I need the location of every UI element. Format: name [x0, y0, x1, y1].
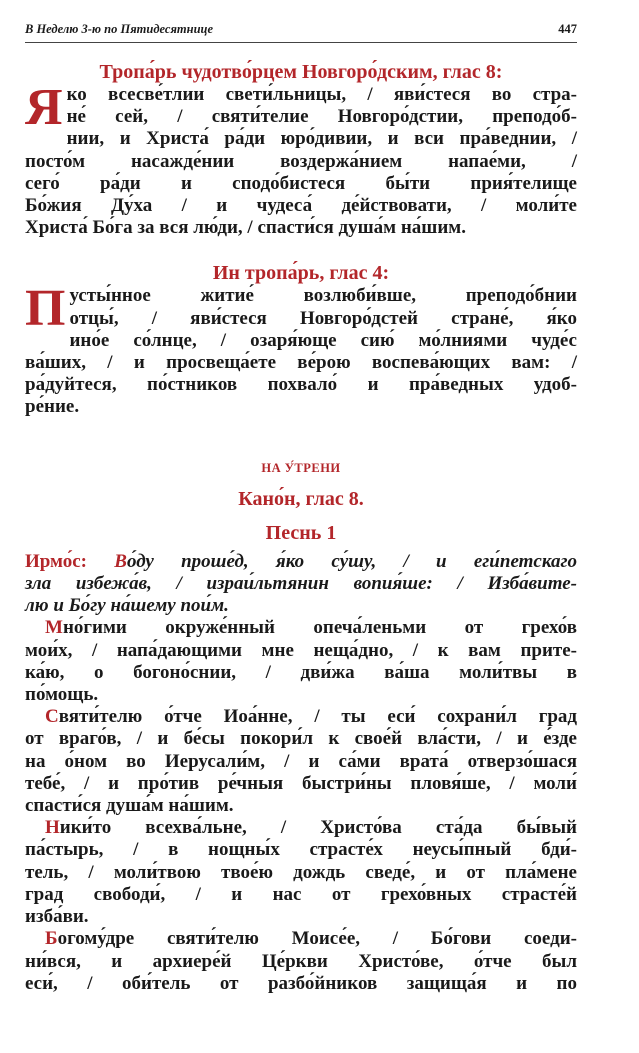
text-line: ва́ших, / и просвеща́ете ве́рою воспева́ющих вам: /	[25, 352, 577, 374]
page-number: 447	[558, 22, 577, 36]
text-line: посто́м насажде́нии воздержа́нием напае́ми, /	[25, 150, 577, 172]
page-content	[25, 60, 577, 995]
text-line: ра́дуйтеся, по́стников похвало́ и пра́ведных удоб-	[25, 374, 577, 396]
text-line: о́ду проше́д, я́ко су́шу, / и еги́петскаго	[126, 550, 578, 572]
text-line: ко всесве́тлии свети́льницы, / яви́стеся во стра-	[66, 84, 577, 105]
text-line: усты́нное житие́ возлюби́вше, преподо́бнии	[69, 285, 577, 307]
text-line: вяти́телю о́тче Иоа́нне, / ты еси́ сохрани́л град	[58, 706, 577, 728]
text-line: ка́ю, о богоно́снии, / дви́жа ва́ша моли́твы в	[25, 661, 577, 683]
text-line: на о́ном во Иерусали́м, / и са́ми врата́ отверзо́шася	[25, 750, 577, 772]
text-line: огому́дре святи́телю Моисе́е, / Бо́гови соеди-	[57, 928, 577, 950]
troparion-1-text	[25, 79, 577, 239]
troparion-2-dropcap: П	[25, 280, 66, 338]
text-line: зла избежа́в, / израи́льтянин вопия́ше: / Изба́вите-	[25, 573, 577, 595]
text-line: ино́е со́лнце, / озаря́юще сию́ мо́лниями чуде́с	[69, 329, 577, 351]
text-line: мои́х, / напа́дающими мне неща́дно, / к вам прите-	[25, 639, 577, 661]
header-rule	[25, 42, 577, 43]
text-line: ни́вся, и архиере́й Це́ркви Христо́ве, о́тче был	[25, 950, 577, 972]
troparion-1-dropcap: Я	[25, 79, 63, 136]
text-line: ики́то всехва́льне, / Христо́ва ста́да бы́вый	[59, 817, 577, 839]
stanza-initial: М	[45, 617, 63, 639]
stanza-initial: Б	[45, 928, 58, 950]
text-line: по́мощь.	[25, 684, 99, 706]
text-line: тебе́, / и про́тив ре́чныя быстри́ны пловя́ше, / моли́	[25, 772, 577, 794]
text-line: но́гими окруже́нный опеча́леньми от грехо́в	[62, 617, 577, 639]
text-line: от враго́в, / и бе́сы покори́л к свое́й вла́сти, / и е́зде	[25, 728, 577, 750]
text-line: па́стырь, / в нощны́х страсте́х неусы́пный бди́-	[25, 839, 577, 861]
text-line: ре́ние.	[25, 396, 80, 418]
stanza-4	[25, 928, 577, 995]
stanza-initial: Н	[45, 817, 60, 839]
ode-heading: Песнь 1	[265, 521, 337, 544]
text-line: Бо́жия Ду́ха / и чудеса́ де́йствовати, / моли́те	[25, 195, 577, 217]
matins-heading: НА У́ТРЕНИ	[261, 460, 341, 475]
text-line: град свободи́, / и нас от грехо́вных страсте́й	[25, 883, 577, 905]
troparion-2-text	[25, 280, 577, 418]
stanza-3	[25, 817, 577, 928]
stanza-initial: С	[45, 706, 59, 728]
text-line: отцы́, / яви́стеся Новгоро́дстей стране́, я́ко	[69, 307, 577, 329]
running-head-title: В Неделю 3-ю по Пятидесятнице	[25, 22, 214, 36]
text-line: сего́ ра́ди и сподо́бистеся бы́ти прия́телище	[25, 172, 577, 194]
text-line: лю и Бо́гу на́шему пои́м.	[25, 595, 229, 617]
stanza-2	[25, 706, 577, 817]
text-line: спасти́ся душа́м на́шим.	[25, 795, 234, 817]
text-line: не́ сей, / святи́телие Новгоро́дстии, преподо́б-	[66, 106, 577, 128]
text-line: еси́, / оби́тель от разбо́йников защища́я и по	[25, 972, 577, 994]
irmos-label: Ирмо́с:	[25, 550, 115, 572]
stanza-1	[25, 617, 577, 706]
irmos-text	[25, 551, 577, 618]
troparion-2-heading: Ин тропа́рь, глас 4:	[212, 262, 390, 285]
text-line: изба́ви.	[25, 906, 89, 928]
text-line: тель, / моли́твою твое́ю дождь сведе́, и от пла́мене	[25, 861, 577, 883]
text-line: нии, и Христа́ ра́ди юро́дивии, и вси пра́веднии, /	[66, 128, 577, 150]
text-line: Христа́ Бо́га за вся лю́ди, / спасти́ся душа́м на́шим.	[25, 217, 466, 239]
running-head	[25, 22, 577, 37]
troparion-1-heading: Тропа́рь чудотво́рцем Новгоро́дским, глас 8:	[99, 61, 503, 83]
irmos-initial: В	[114, 550, 127, 572]
canon-heading: Кано́н, глас 8.	[238, 487, 364, 510]
